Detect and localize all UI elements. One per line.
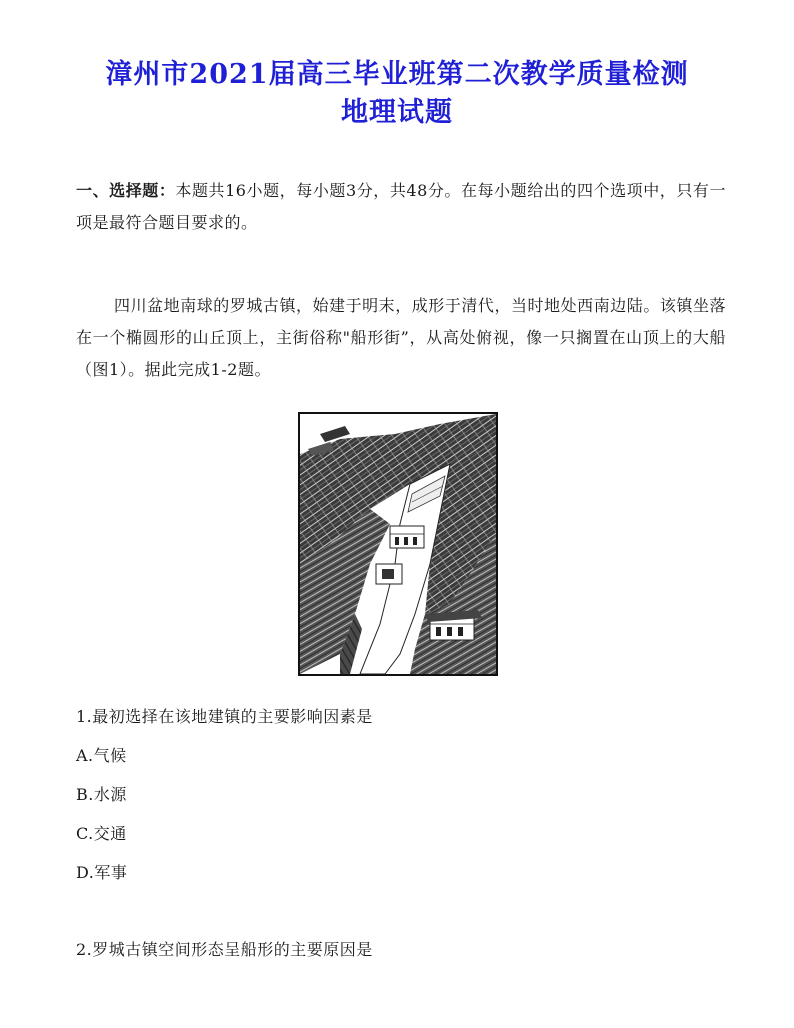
question-1-option-d: D.军事	[76, 863, 128, 882]
question-1-stem: 1.最初选择在该地建镇的主要影响因素是	[76, 707, 373, 726]
section-instruction	[76, 175, 726, 239]
passage	[76, 290, 726, 386]
question-2-stem: 2.罗城古镇空间形态呈船形的主要原因是	[76, 940, 373, 959]
section-instruction-text: 本题共16小题，每小题3分，共48分。在每小题给出的四个选项中，只有一项是最符合题目要求的。	[76, 181, 726, 232]
figure-1-ship-shaped-town-illustration	[298, 412, 498, 676]
passage-text: 四川盆地南球的罗城古镇，始建于明末，成形于清代，当时地处西南边陆。该镇坐落在一个椭圆形的山丘顶上，主街俗称"船形街”，从高处俯视，像一只搁置在山顶上的大船（图1）。据此完成1-2题。	[76, 296, 726, 379]
question-1-option-b: B.水源	[76, 785, 127, 804]
question-1-option-a: A.气候	[76, 746, 127, 765]
question-1-option-c: C.交通	[76, 824, 127, 843]
exam-title-line2: 地理试题	[341, 97, 453, 128]
town-sketch	[300, 414, 496, 674]
section-label: 一、选择题：	[76, 181, 176, 200]
exam-title-line1: 漳州市2021届高三毕业班第二次教学质量检测	[105, 59, 689, 90]
